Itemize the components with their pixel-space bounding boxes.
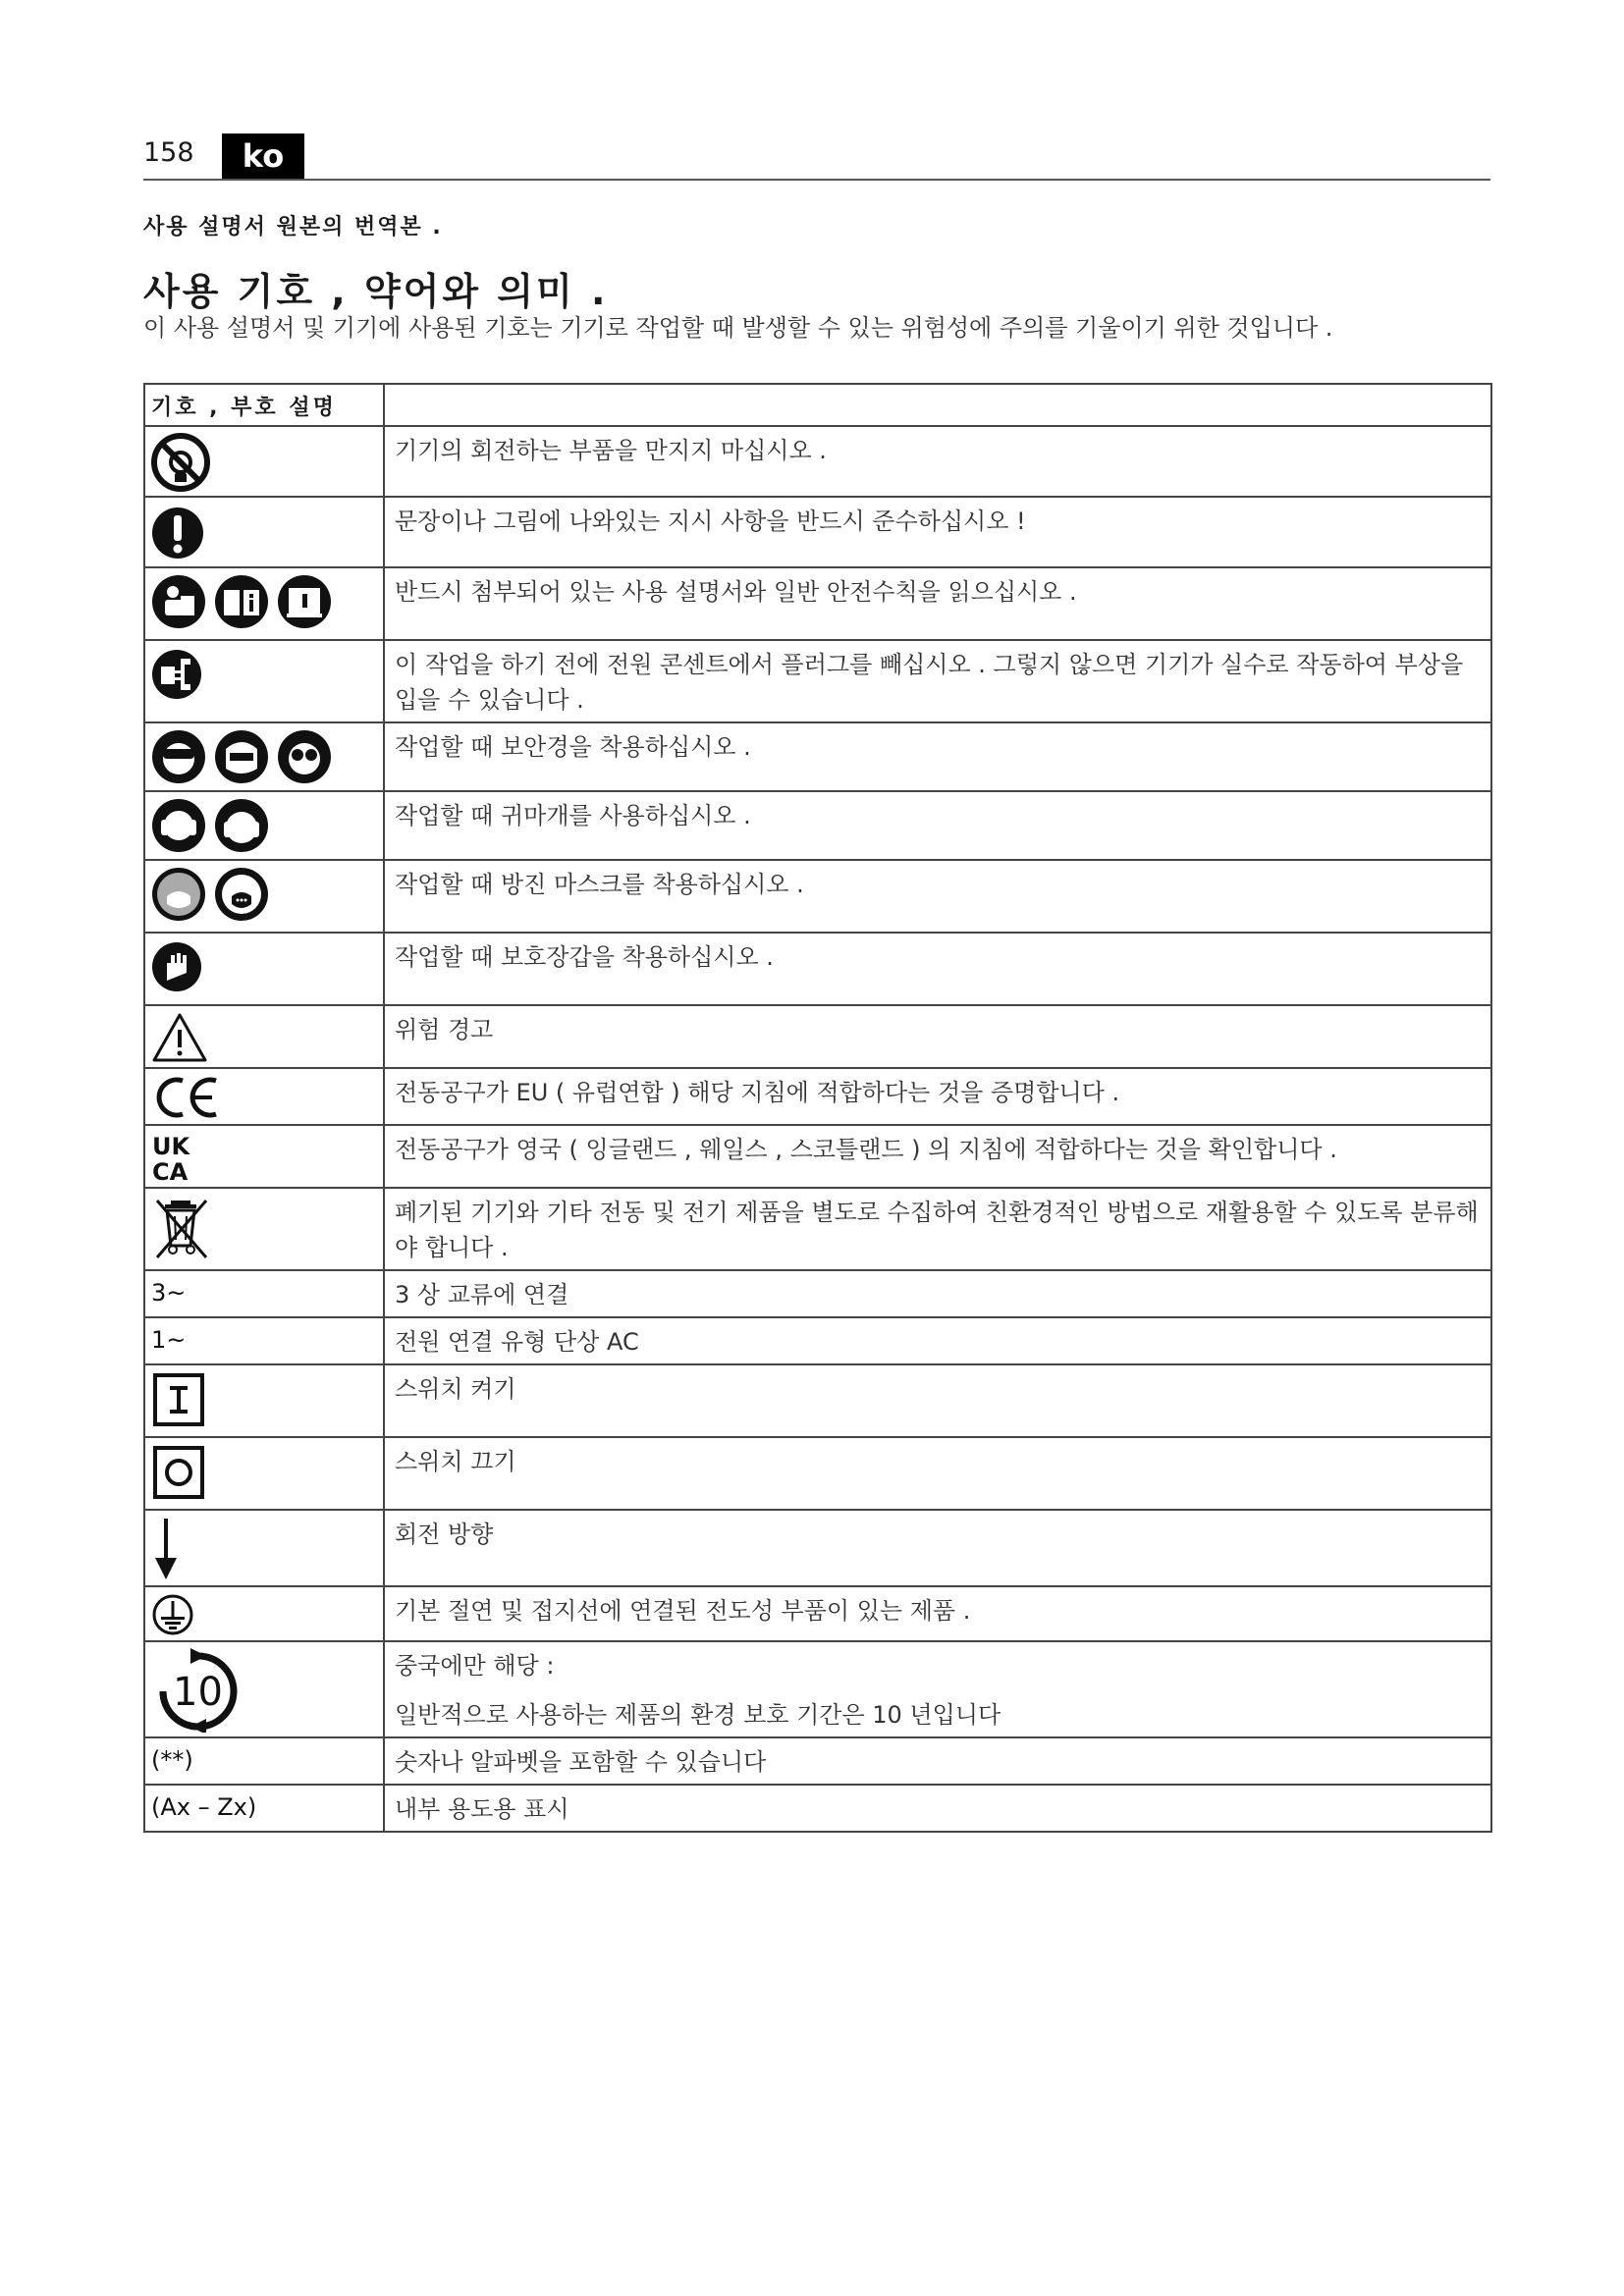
row-text: 전원 연결 유형 단상 AC — [384, 1317, 1491, 1364]
table-row — [144, 1586, 1491, 1641]
row-text: 회전 방향 — [384, 1510, 1491, 1586]
table-row — [144, 1785, 1491, 1832]
subtitle: 사용 설명서 원본의 번역본 . — [143, 215, 443, 240]
row-text: 작업할 때 방진 마스크를 착용하십시오 . — [384, 860, 1491, 933]
row-text: 중국에만 해당 : — [395, 1652, 555, 1680]
row-code: (**) — [144, 1737, 384, 1785]
ear-protection-icon — [151, 798, 206, 853]
ear-muffs-icon — [214, 798, 269, 853]
row-text: 반드시 첨부되어 있는 사용 설명서와 일반 안전수칙을 읽으십시오 . — [384, 567, 1491, 640]
symbols-table — [143, 383, 1492, 1833]
weee-bin-icon — [151, 1195, 212, 1259]
read-manual-info-icon — [277, 574, 332, 629]
table-row — [144, 722, 1491, 791]
table-row — [144, 426, 1491, 497]
header-rule — [143, 179, 1490, 181]
row-text: 폐기된 기기와 기타 전동 및 전기 제품을 별도로 수집하여 친환경적인 방법으로 재활용할 수 있도록 분류해야 합니다 . — [384, 1188, 1491, 1270]
row-text: 작업할 때 보호장갑을 착용하십시오 . — [384, 933, 1491, 1005]
switch-on-icon — [151, 1371, 206, 1428]
row-text: 기본 절연 및 접지선에 연결된 전도성 부품이 있는 제품 . — [384, 1586, 1491, 1641]
table-row — [144, 1437, 1491, 1510]
table-row — [144, 791, 1491, 860]
table-row — [144, 860, 1491, 933]
face-shield-icon — [214, 729, 269, 784]
header-col2 — [384, 384, 1491, 426]
table-row — [144, 1364, 1491, 1437]
table-row — [144, 1270, 1491, 1317]
table-header-row — [144, 384, 1491, 426]
table-row — [144, 1510, 1491, 1586]
row-text: 작업할 때 보안경을 착용하십시오 . — [384, 722, 1491, 791]
page-title: 사용 기호 , 약어와 의미 . — [143, 270, 609, 313]
table-row — [144, 1188, 1491, 1270]
intro-text: 이 사용 설명서 및 기기에 사용된 기호는 기기로 작업할 때 발생할 수 있는 위험성에 주의를 기울이기 위한 것입니다 . — [143, 314, 1333, 342]
switch-off-icon — [151, 1444, 206, 1501]
ukca-mark-icon — [151, 1132, 196, 1183]
table-row — [144, 497, 1491, 567]
row-text: 작업할 때 귀마개를 사용하십시오 . — [384, 791, 1491, 860]
header-col1: 기호 , 부호 설명 — [144, 384, 384, 426]
table-row — [144, 1737, 1491, 1785]
table-row — [144, 1317, 1491, 1364]
read-manual-icon — [151, 574, 206, 629]
row-text: 문장이나 그림에 나와있는 지시 사항을 반드시 준수하십시오 ! — [384, 497, 1491, 567]
respirator-icon — [214, 867, 269, 922]
no-touching-rotating-parts-icon — [151, 433, 210, 492]
row-text-2: 일반적으로 사용하는 제품의 환경 보호 기간은 10 년입니다 — [395, 1701, 1001, 1729]
table-row — [144, 1641, 1491, 1737]
row-text: 스위치 끄기 — [384, 1437, 1491, 1510]
gloves-icon — [151, 939, 202, 994]
row-code: 3~ — [144, 1270, 384, 1317]
table-row — [144, 933, 1491, 1005]
row-text: 전동공구가 EU ( 유럽연합 ) 해당 지침에 적합하다는 것을 증명합니다 . — [384, 1068, 1491, 1125]
row-text: 위험 경고 — [384, 1005, 1491, 1068]
row-text: 기기의 회전하는 부품을 만지지 마십시오 . — [384, 426, 1491, 497]
table-row — [144, 640, 1491, 722]
svg-text:UK: UK — [152, 1133, 190, 1160]
dust-mask-icon — [151, 867, 206, 922]
safety-goggles-icon — [277, 729, 332, 784]
page-number: 158 — [143, 137, 194, 168]
svg-text:CA: CA — [152, 1158, 189, 1183]
table-row — [144, 1005, 1491, 1068]
svg-text:10: 10 — [173, 1670, 223, 1715]
row-code: (Ax – Zx) — [144, 1785, 384, 1832]
row-text: 스위치 켜기 — [384, 1364, 1491, 1437]
table-row — [144, 1125, 1491, 1188]
row-code: 1~ — [144, 1317, 384, 1364]
language-tag: ko — [222, 133, 304, 179]
table-row — [144, 1068, 1491, 1125]
row-text: 전동공구가 영국 ( 잉글랜드 , 웨일스 , 스코틀랜드 ) 의 지침에 적합하다는 것을 확인합니다 . — [384, 1125, 1491, 1188]
row-text: 내부 용도용 표시 — [384, 1785, 1491, 1832]
mandatory-action-icon — [151, 504, 204, 562]
row-text: 숫자나 알파벳을 포함할 수 있습니다 — [384, 1737, 1491, 1785]
china-epp-10-icon — [151, 1648, 245, 1733]
unplug-icon — [151, 647, 202, 702]
eye-protection-icon — [151, 729, 206, 784]
protective-earth-icon — [151, 1593, 194, 1636]
warning-triangle-icon — [151, 1012, 208, 1063]
row-text: 이 작업을 하기 전에 전원 콘센트에서 플러그를 빼십시오 . 그렇지 않으면 기기가 실수로 작동하여 부상을 입을 수 있습니다 . — [384, 640, 1491, 722]
ce-mark-icon — [151, 1075, 222, 1120]
table-row — [144, 567, 1491, 640]
rotation-arrow-icon — [151, 1517, 181, 1581]
row-text: 3 상 교류에 연결 — [384, 1270, 1491, 1317]
read-manual-book-icon — [214, 574, 269, 629]
